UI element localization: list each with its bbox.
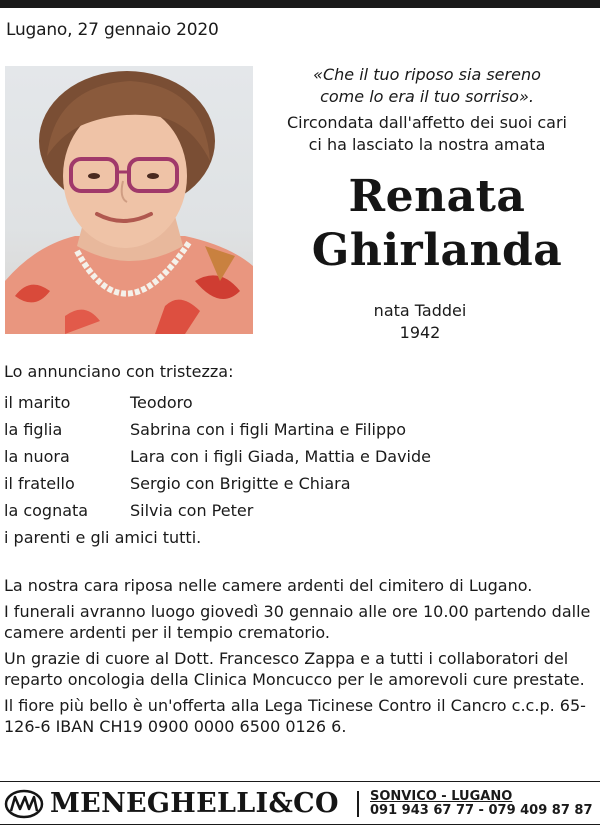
family-relation: il fratello [4,474,75,493]
paragraph-wake: La nostra cara riposa nelle camere ardenti del cimitero di Lugano. [4,576,533,595]
family-relation: la cognata [4,501,89,520]
notice-paragraphs [4,575,594,742]
family-relation: la nuora [4,447,70,466]
top-rule [0,0,600,8]
paragraph-donation: Il fiore più bello è un'offerta alla Lega Ticinese Contro il Cancro c.c.p. 65-126-6 IBAN CH19 0900 0000 6500 0126 6. [4,696,586,736]
funeral-home-logo-icon [4,789,44,819]
deceased-name [262,170,600,278]
paragraph-thanks: Un grazie di cuore al Dott. Francesco Zappa e a tutti i collaboratori del reparto oncologia della Clinica Moncucco per le amorevoli cure prestate. [4,649,585,689]
portrait-photo [5,66,253,334]
family-row [4,443,584,470]
family-relation: il marito [4,393,71,412]
family-relation: la figlia [4,420,63,439]
intro-line-2: ci ha lasciato la nostra amata [308,135,546,154]
family-list [4,389,584,524]
funeral-home-location: SONVICO - LUGANO [370,789,513,804]
quote-line-2: come lo era il tuo sorriso». [320,87,534,106]
funeral-home-name: MENEGHELLI&CO [50,788,339,819]
family-names: Teodoro [130,393,193,412]
birth-year: 1942 [399,323,441,342]
funeral-home-phones: 091 943 67 77 - 079 409 87 87 [370,803,593,818]
family-names: Silvia con Peter [130,501,254,520]
memorial-quote [262,64,592,108]
family-row [4,497,584,524]
family-names: Sabrina con i figli Martina e Filippo [130,420,407,439]
family-row [4,416,584,443]
deceased-first-name: Renata [348,171,526,222]
portrait-illustration [5,66,253,334]
family-row [4,389,584,416]
footer-divider [357,791,359,817]
funeral-home-footer [0,787,600,821]
publication-date: Lugano, 27 gennaio 2020 [6,20,219,40]
birth-info [350,300,490,344]
deceased-last-name: Ghirlanda [311,225,563,276]
intro-line-1: Circondata dall'affetto dei suoi cari [287,113,567,132]
announcement-heading: Lo annunciano con tristezza: [4,362,234,381]
paragraph-funeral: I funerali avranno luogo giovedì 30 gennaio alle ore 10.00 partendo dalle camere ardenti per il tempio crematorio. [4,602,591,642]
family-row [4,470,584,497]
quote-line-1: «Che il tuo riposo sia sereno [313,65,541,84]
family-closing: i parenti e gli amici tutti. [4,528,202,547]
maiden-name: nata Taddei [373,301,467,320]
family-names: Lara con i figli Giada, Mattia e Davide [130,447,431,466]
intro-text [262,112,592,156]
bottom-rule [0,824,600,825]
footer-rule [0,781,600,782]
family-names: Sergio con Brigitte e Chiara [130,474,351,493]
